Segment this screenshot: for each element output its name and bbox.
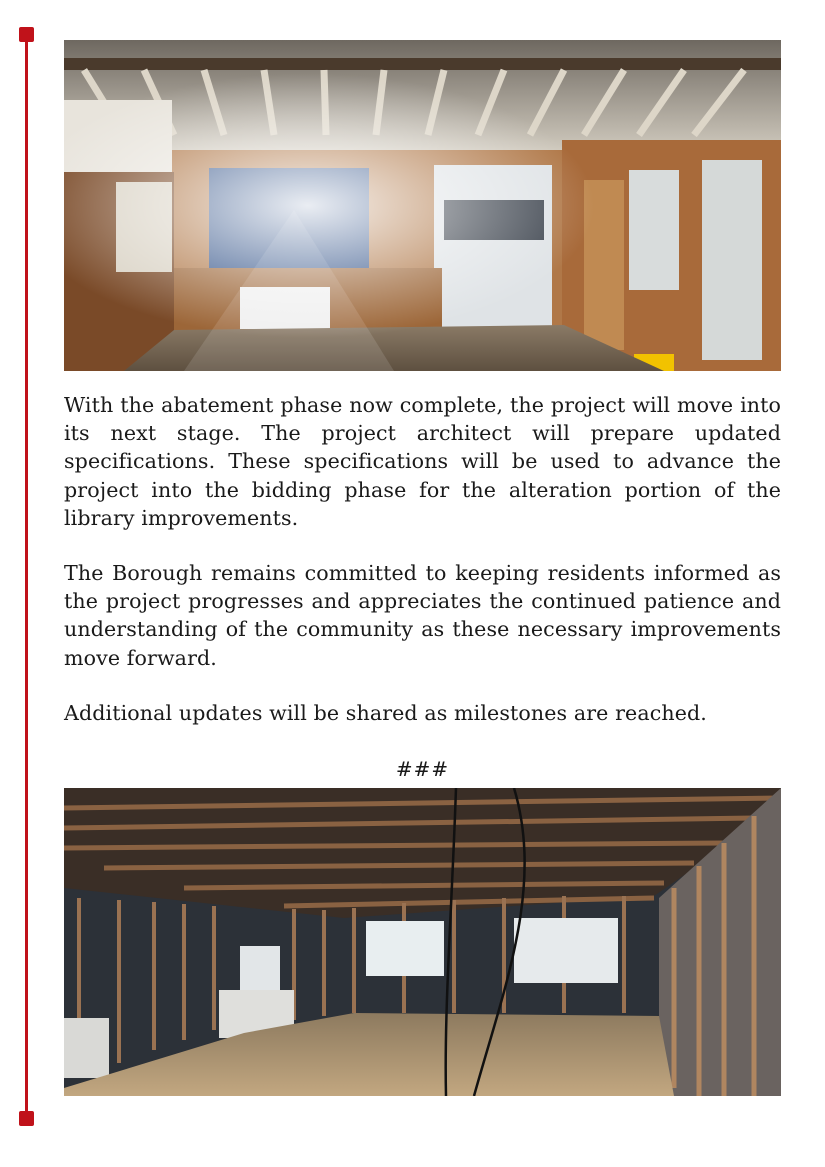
paragraph-borough-commitment: The Borough remains committed to keeping residents informed as the project progresses and appreciates the continued patience and understanding of the community as these necessary improvements move forward. <box>64 561 781 670</box>
paragraph-abatement-complete: With the abatement phase now complete, the project will move into its next stage. The project architect will prepare updated specifications. These specifications will be used to advance the project into the bidding phase for the alteration portion of the library improvements. <box>64 393 781 530</box>
rule-bottom-cap <box>19 1111 34 1126</box>
article-body <box>64 391 781 754</box>
photo-gutted-room <box>64 788 781 1096</box>
end-mark: ### <box>395 757 450 781</box>
photo-wood-paneled-room <box>64 40 781 371</box>
rule-top-cap <box>19 27 34 42</box>
left-accent-rule <box>25 34 28 1118</box>
paragraph-additional-updates: Additional updates will be shared as milestones are reached. <box>64 700 707 725</box>
